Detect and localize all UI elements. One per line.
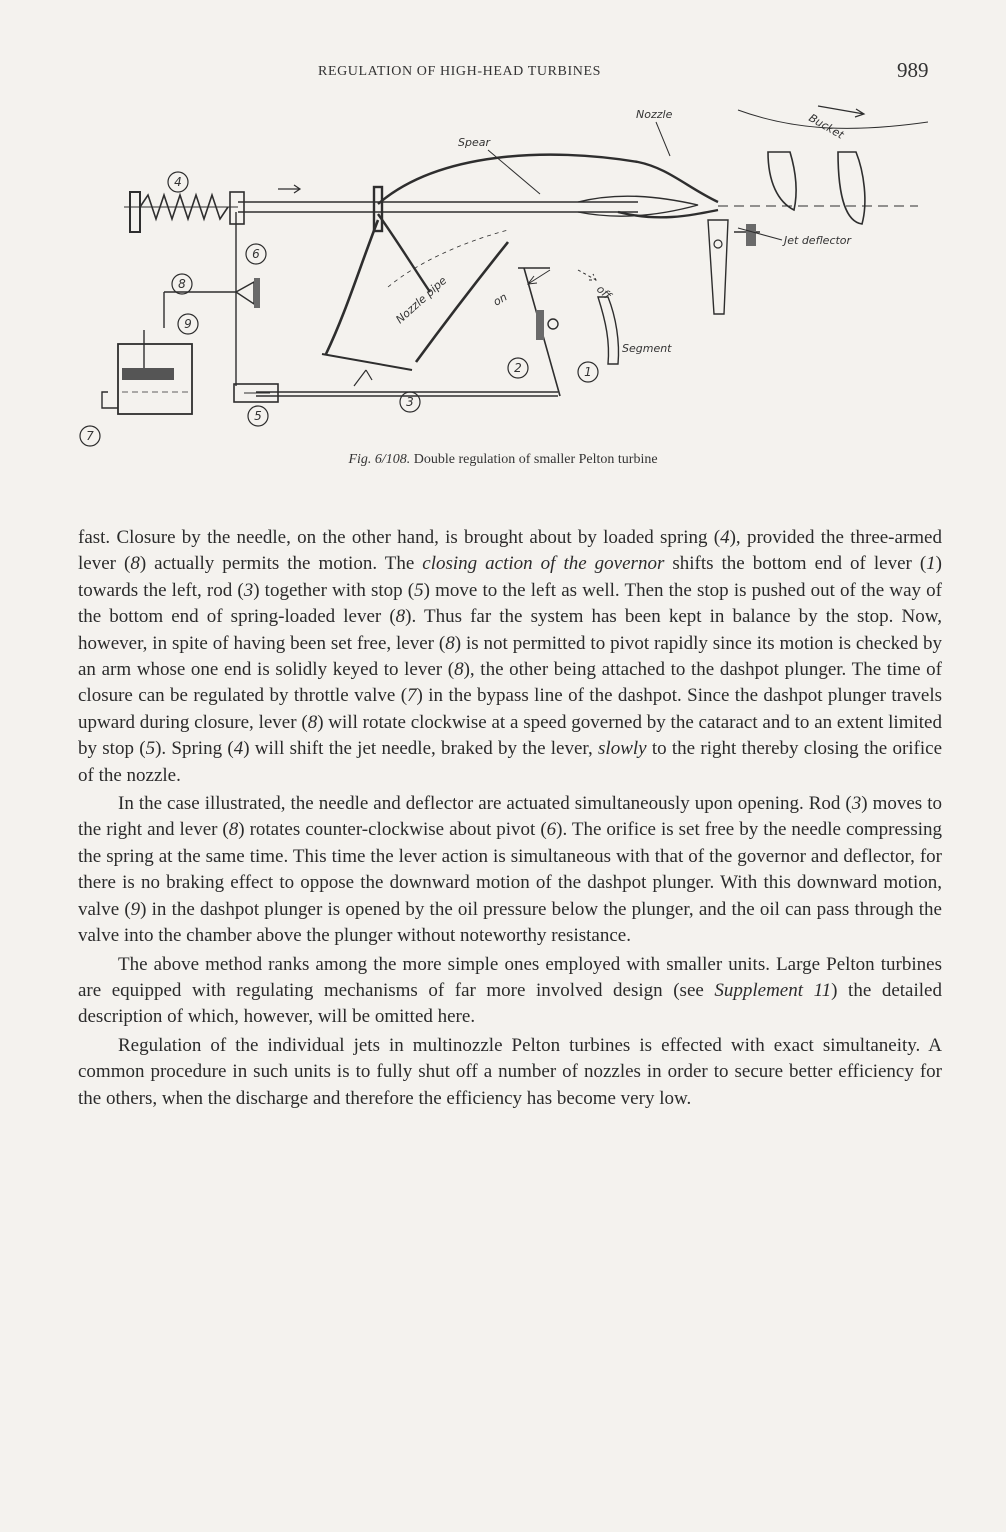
callout-3-label: 3 (406, 395, 414, 409)
callout-7 (80, 426, 100, 446)
page-header (0, 58, 1006, 88)
italic-run: 7 (407, 685, 417, 707)
label-jet-deflector: Jet deflector (784, 234, 852, 247)
italic-run: 8 (445, 632, 455, 654)
callout-9-label: 9 (184, 317, 192, 331)
text-run: ), the other being attached to the dashpot plunger. The time of closure can be regulated by throttle valve ( (78, 659, 943, 707)
leader-jet-deflector (738, 228, 782, 240)
label-spear: Spear (458, 136, 490, 149)
spring-housing-left (130, 192, 140, 232)
callout-1 (578, 362, 598, 382)
callout-5 (248, 406, 268, 426)
italic-run: 3 (851, 793, 862, 815)
paragraph-3 (78, 952, 942, 1031)
label-nozzle: Nozzle (636, 108, 673, 121)
caption-text: Double regulation of smaller Pelton turbine (413, 452, 658, 467)
text-run: ) will rotate clockwise at a speed governed by the cataract and to an extent limited by stop ( (78, 711, 942, 760)
text-run: ). Spring ( (155, 738, 234, 760)
caption-label: Fig. 6/108. (348, 452, 411, 467)
nozzle-pipe-flange (322, 354, 412, 370)
on-arrow-icon (528, 270, 550, 284)
nozzle-casing-upper (378, 155, 718, 204)
running-head: REGULATION OF HIGH-HEAD TURBINES (318, 64, 601, 79)
text-run: ). Thus far the system has been kept in balance by the stop. Now, however, in spite of having been set free, lever ( (78, 606, 942, 654)
italic-run: 5 (145, 738, 156, 760)
text-run: ) in the bypass line of the dashpot. Since the dashpot plunger travels upward during closure, lever ( (78, 685, 943, 733)
label-on: on (491, 290, 510, 309)
text-run: ) rotates counter-clockwise about pivot ( (238, 819, 547, 841)
bucket-2 (838, 152, 865, 224)
paragraph-1 (78, 525, 942, 789)
text-run: ) the detailed description of which, however, will be omitted here. (78, 979, 942, 1028)
lever-pivot-2 (548, 319, 558, 329)
italic-run: 1 (926, 553, 936, 575)
italic-run: Supplement 11 (714, 979, 832, 1001)
text-run: ) will shift the jet needle, braked by the lever, (243, 738, 599, 760)
callout-2 (508, 358, 528, 378)
wheel-rotation-arrow-icon (818, 106, 864, 117)
callout-2-label: 2 (514, 361, 522, 375)
pivot-6-mount (254, 278, 260, 308)
callout-3 (400, 392, 420, 412)
segment (598, 297, 619, 364)
label-nozzle-pipe: Nozzle pipe (393, 273, 450, 327)
text-run: In the case illustrated, the needle and deflector are actuated simultaneously upon opening. Rod ( (118, 793, 852, 815)
deflector-pivot (714, 240, 722, 248)
text-run: The above method ranks among the more simple ones employed with smaller units. Large Pelton turbines are equipped with regulating mechanisms of far more involved design (see (78, 953, 942, 1001)
italic-run: 9 (130, 898, 141, 920)
text-run: ) towards the left, rod ( (78, 553, 942, 601)
label-off: off (593, 282, 614, 303)
callout-7-label: 7 (86, 429, 94, 443)
callout-8-label: 8 (178, 277, 186, 291)
italic-run: 4 (233, 738, 244, 760)
body-text (78, 525, 942, 1112)
bucket-1 (768, 152, 796, 210)
text-run: ) in the dashpot plunger is opened by the oil pressure below the plunger, and the oil can pass through the valve into the chamber above the plunger without noteworthy resistance. (78, 898, 942, 947)
callout-8 (172, 274, 192, 294)
leader-nozzle (656, 122, 670, 156)
italic-run: 8 (307, 711, 318, 733)
italic-run: 3 (243, 579, 254, 601)
inflow-arrow-icon (354, 370, 372, 386)
text-run: ) is not permitted to pivot rapidly since its motion is checked by an arm whose one end is solidly keyed to lever ( (78, 632, 942, 681)
italic-run: closing action of the governor (422, 553, 665, 575)
italic-run: 8 (454, 659, 464, 681)
lever-support (536, 310, 544, 340)
label-segment: Segment (622, 342, 672, 355)
text-run: shifts the bottom end of lever ( (664, 553, 927, 575)
nozzle-pipe-centerline (388, 230, 508, 287)
italic-run: 8 (395, 606, 406, 628)
italic-run: 6 (546, 819, 557, 841)
bypass-line (102, 392, 118, 408)
text-run: fast. Closure by the needle, on the other hand, is brought about by loaded spring ( (78, 527, 721, 548)
dashpot-plunger (122, 368, 174, 380)
figure-caption (0, 452, 1006, 468)
spear-head (578, 196, 698, 216)
callout-4-label: 4 (174, 175, 182, 189)
nozzle-pipe-outer (326, 220, 378, 354)
italic-run: 8 (130, 553, 140, 575)
text-run: ). The orifice is set free by the needle compressing the spring at the same time. This time the lever action is simultaneous with that of the governor and deflector, for there is no braking effect to oppose the downward motion of the dashpot plunger. With this downward motion, valve ( (78, 819, 942, 920)
italic-run: 4 (720, 527, 730, 548)
callout-1-label: 1 (584, 365, 592, 379)
paragraph-2 (78, 791, 942, 949)
pivot-6 (236, 282, 254, 304)
spring-collar (230, 192, 244, 224)
callout-6 (246, 244, 266, 264)
callout-4 (168, 172, 188, 192)
italic-run: slowly (598, 738, 647, 760)
mechanism-drawing (78, 92, 928, 454)
italic-run: 5 (414, 579, 424, 601)
label-bucket: Bucket (806, 111, 846, 142)
figure-pelton-regulation (78, 92, 928, 454)
text-run: ) moves to the right and lever ( (78, 793, 942, 841)
text-run: ) actually permits the motion. The (139, 553, 423, 575)
text-run: Regulation of the individual jets in multinozzle Pelton turbines is effected with exact simultaneity. A common procedure in such units is to fully shut off a number of nozzles in order to secure better efficiency for the others, when the discharge and therefore the efficiency has become very low. (78, 1034, 942, 1109)
text-run: ), provided the three-armed lever ( (78, 527, 942, 575)
italic-run: 8 (228, 819, 239, 841)
page-number: 989 (897, 58, 929, 82)
rod-direction-arrow-icon (278, 185, 300, 193)
callout-9 (178, 314, 198, 334)
text-run: ) move to the left as well. Then the stop is pushed out of the way of the bottom end of spring-loaded lever ( (78, 579, 943, 628)
callout-6-label: 6 (252, 247, 260, 261)
deflector-mount (746, 224, 756, 246)
nozzle-casing-lower (378, 214, 430, 292)
off-arrow-icon (578, 270, 596, 280)
paragraph-4 (78, 1033, 942, 1112)
jet-deflector (708, 220, 728, 314)
callout-5-label: 5 (254, 409, 262, 423)
text-run: to the right thereby closing the orifice of the nozzle. (78, 738, 943, 786)
text-run: ) together with stop ( (253, 579, 415, 601)
